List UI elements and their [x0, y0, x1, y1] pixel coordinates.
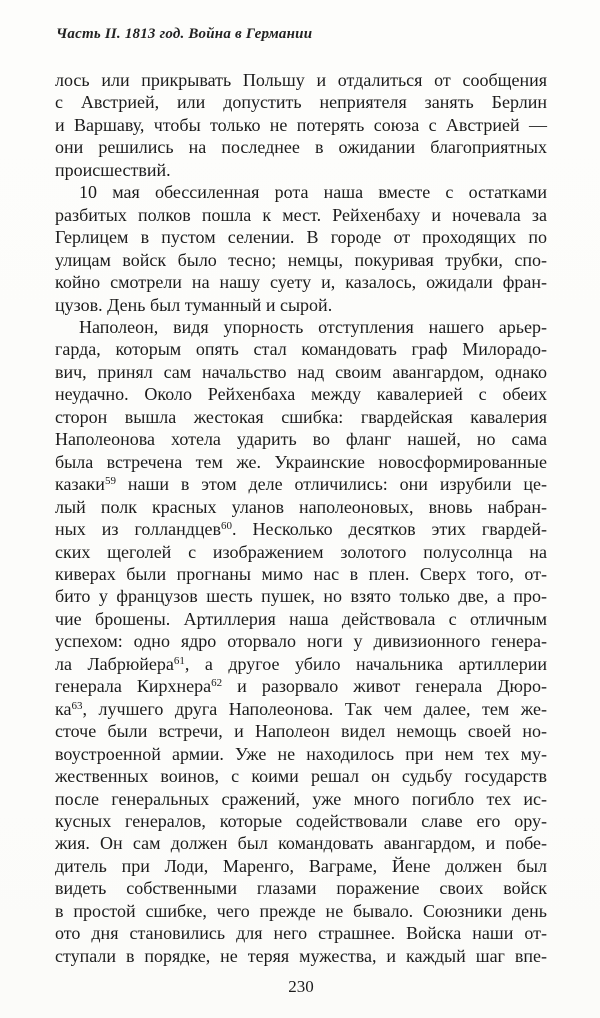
text-line: вич, принял сам начальство над своим авангардом, однако [55, 361, 547, 382]
footnote-reference: 61 [173, 654, 185, 667]
text-line: дитель при Лоди, Маренго, Ваграме, Йене должен был [55, 855, 547, 876]
text-line: лый полк красных уланов наполеоновых, вновь набран- [55, 496, 547, 517]
text-line: жия. Он сам должен был командовать авангардом, и побе- [55, 833, 547, 854]
text-line: ото дня становились для него страшнее. Войска наши от- [55, 923, 547, 944]
text-line: Герлицем в пустом селении. В городе от проходящих по [55, 227, 547, 248]
footnote-reference: 62 [211, 677, 223, 690]
paragraph [55, 181, 547, 316]
text-line: ских щеголей с изображением золотого полусолнца на [55, 541, 547, 562]
text-line: кусных генералов, которые содействовали славе его ору- [55, 810, 547, 831]
text-line: и Варшаву, чтобы только не потерять союза с Австрией — [55, 114, 547, 135]
running-header: Часть II. 1813 год. Война в Германии [56, 26, 313, 42]
text-line: улицам войск было тесно; немцы, покуривая трубки, спо- [55, 249, 547, 270]
text-line: была встречена тем же. Украинские новосформированные [55, 451, 547, 472]
text-line: видеть собственными глазами поражение своих войск [55, 878, 547, 899]
text-line: жественных воинов, с коими решал он судьбу государств [55, 766, 547, 787]
text-line: 10 мая обессиленная рота наша вместе с остатками [79, 182, 547, 203]
text-line: койно смотрели на нашу суету и, казалось, ожидали фран- [55, 272, 547, 293]
text-line: ступали в порядке, не теряя мужества, и каждый шаг впе- [55, 945, 547, 966]
paragraph [55, 69, 547, 181]
text-line: успехом: одно ядро оторвало ноги у дивизионного генера- [55, 631, 547, 652]
text-line: ных из голландцев$^{60}$. Несколько десятков этих гвардей- [55, 519, 547, 540]
text-line: после генеральных сражений, уже много погибло тех ис- [55, 788, 547, 809]
text-line: казаки$^{59}$ наши в этом деле отличились: они изрубили це- [55, 474, 547, 495]
footnote-reference: 60 [221, 520, 233, 533]
text-line: воустроенной армии. Уже не находилось при нем тех му- [55, 743, 547, 764]
text-line: генерала Кирхнера$^{62}$ и разорвало живот генерала Дюро- [55, 676, 547, 697]
text-line: с Австрией, или допустить неприятеля занять Берлин [55, 92, 547, 113]
text-line: они решились на последнее в ожидании благоприятных [55, 137, 547, 158]
page-number: 230 [288, 977, 314, 996]
text-line: разбитых полков пошла к мест. Рейхенбаху и ночевала за [55, 204, 547, 225]
text-line: цузов. День был туманный и сырой. [55, 294, 333, 315]
text-line: в простой сшибке, чего прежде не бывало. Союзники день [55, 900, 547, 921]
text-line: лось или прикрывать Польшу и отдалиться от сообщения [55, 70, 547, 90]
text-line: Наполеонова хотела ударить во фланг нашей, но сама [55, 429, 547, 450]
text-line: ла Лабрюйера$^{61}$, а другое убило начальника артиллерии [55, 653, 547, 674]
text-line: гарда, которым опять стал командовать граф Милорадо- [55, 339, 547, 360]
text-line: сторон вышла жестокая сшибка: гвардейская кавалерия [55, 406, 547, 427]
footnote-reference: 63 [71, 699, 83, 712]
text-line: киверах были прогнаны мимо нас в плен. Сверх того, от- [55, 563, 547, 584]
footnote-reference: 59 [104, 475, 116, 488]
text-line: бито у французов шесть пушек, но взято только две, а про- [55, 586, 547, 607]
text-line: чие брошены. Артиллерия наша действовала с отличным [55, 608, 547, 629]
text-line: Наполеон, видя упорность отступления нашего арьер- [79, 316, 547, 337]
body-text [55, 69, 547, 967]
text-line: неудачно. Около Рейхенбаха между кавалерией с обеих [55, 384, 547, 405]
text-line: происшествий. [55, 159, 171, 180]
paragraph [55, 316, 547, 967]
text-line: сточе были встречи, и Наполеон видел немощь своей но- [55, 721, 547, 742]
text-line: ка$^{63}$, лучшего друга Наполеонова. Так чем далее, тем же- [55, 698, 547, 719]
